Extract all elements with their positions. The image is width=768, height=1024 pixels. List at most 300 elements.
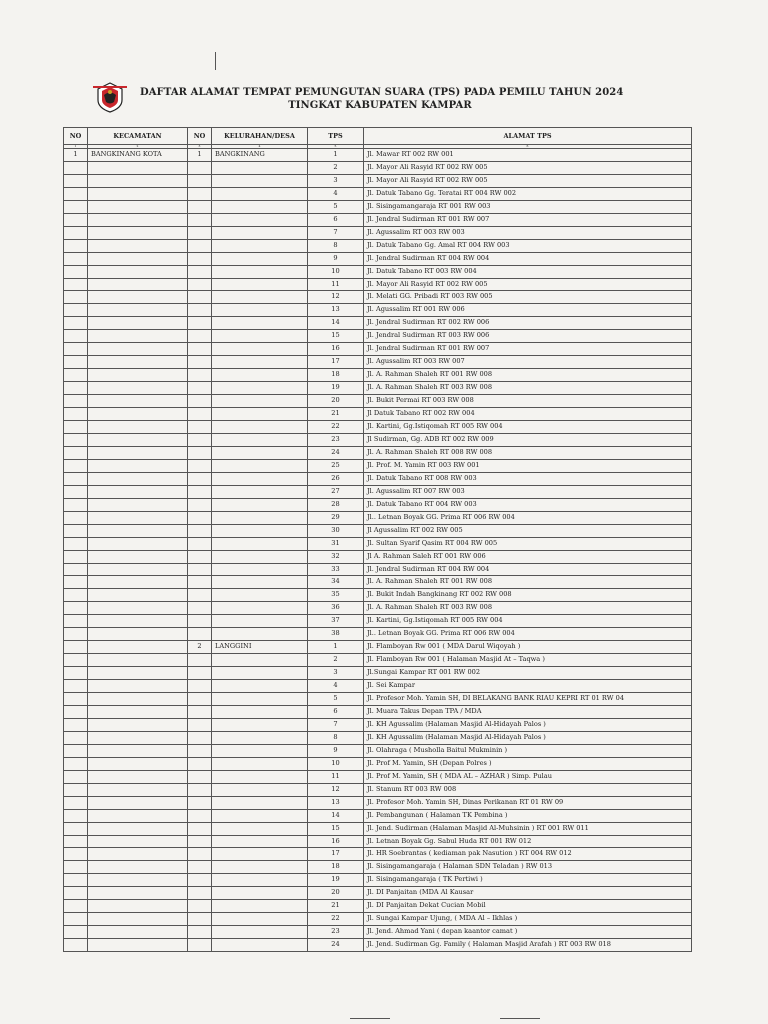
tps-no: 3 [308,667,364,680]
desa-no [188,239,212,252]
desa-name [212,524,308,537]
table-row [64,550,692,563]
table-row [64,744,692,757]
title-line-1: DAFTAR ALAMAT TEMPAT PEMUNGUTAN SUARA (TPS) PADA PEMILU TAHUN 2024 [140,87,624,98]
tps-alamat: Jl. Profesor Moh. Yamin SH, DI BELAKANG BANK RIAU KEPRI RT 01 RW 04 [364,693,692,706]
col-header-tps: TPS [308,128,364,145]
tps-no: 15 [308,822,364,835]
tps-no: 14 [308,317,364,330]
tps-alamat: Jl. Datuk Tabano RT 004 RW 003 [364,498,692,511]
desa-no [188,628,212,641]
tps-alamat: Jl. Bukit Indah Bangkinang RT 002 RW 008 [364,589,692,602]
desa-no [188,291,212,304]
desa-no [188,485,212,498]
desa-name [212,900,308,913]
table-row [64,343,692,356]
desa-no [188,900,212,913]
desa-no [188,576,212,589]
kecamatan-name [88,822,188,835]
kecamatan-no [64,161,88,174]
tps-no: 24 [308,939,364,952]
kecamatan-no [64,563,88,576]
tps-alamat: Jl. Bukit Permai RT 003 RW 008 [364,395,692,408]
tps-no: 33 [308,563,364,576]
desa-name [212,822,308,835]
kecamatan-name [88,563,188,576]
tps-no: 14 [308,809,364,822]
table-row [64,395,692,408]
desa-no [188,174,212,187]
desa-no [188,278,212,291]
desa-no [188,809,212,822]
kecamatan-no [64,589,88,602]
table-row [64,628,692,641]
desa-name [212,187,308,200]
kecamatan-name [88,395,188,408]
table-row [64,524,692,537]
table-row [64,226,692,239]
kecamatan-no [64,485,88,498]
desa-name [212,265,308,278]
tps-alamat: Jl. Jendral Sudirman RT 001 RW 007 [364,343,692,356]
kecamatan-name [88,693,188,706]
tps-no: 6 [308,705,364,718]
kecamatan-name [88,705,188,718]
table-row [64,356,692,369]
desa-name [212,770,308,783]
kecamatan-no [64,913,88,926]
tps-no: 7 [308,226,364,239]
kecamatan-name [88,667,188,680]
table-row [64,421,692,434]
desa-name [212,615,308,628]
desa-no [188,848,212,861]
col-header-no-desa: NO [188,128,212,145]
desa-no [188,926,212,939]
desa-name [212,667,308,680]
tps-alamat: Jl. Jendral Sudirman RT 003 RW 006 [364,330,692,343]
tps-no: 17 [308,356,364,369]
table-row [64,252,692,265]
tps-no: 5 [308,693,364,706]
tps-no: 2 [308,654,364,667]
desa-no: 2 [188,641,212,654]
desa-name [212,563,308,576]
tps-no: 30 [308,524,364,537]
table-row [64,291,692,304]
desa-name [212,252,308,265]
desa-name [212,654,308,667]
kecamatan-no [64,291,88,304]
table-row [64,783,692,796]
desa-name [212,731,308,744]
kecamatan-no [64,187,88,200]
tps-no: 19 [308,382,364,395]
tps-no: 22 [308,913,364,926]
kecamatan-no [64,524,88,537]
kecamatan-no [64,330,88,343]
tps-no: 7 [308,718,364,731]
kecamatan-name [88,278,188,291]
kecamatan-name [88,654,188,667]
tps-no: 24 [308,446,364,459]
kecamatan-name [88,343,188,356]
kecamatan-no [64,744,88,757]
table-row [64,330,692,343]
header-row [64,128,692,145]
kpu-logo-icon [91,80,129,114]
kecamatan-name [88,537,188,550]
desa-no [188,421,212,434]
desa-name [212,343,308,356]
kecamatan-no [64,861,88,874]
desa-name [212,809,308,822]
tps-alamat: Jl. Mawar RT 002 RW 001 [364,149,692,162]
table-row [64,498,692,511]
desa-name [212,874,308,887]
kecamatan-no [64,421,88,434]
desa-name [212,861,308,874]
kecamatan-name [88,498,188,511]
desa-name [212,291,308,304]
desa-no [188,408,212,421]
table-row [64,511,692,524]
kecamatan-no [64,317,88,330]
table-row [64,213,692,226]
kecamatan-no [64,369,88,382]
kecamatan-no [64,654,88,667]
tps-alamat: Jl. A. Rahman Shaleh RT 001 RW 008 [364,576,692,589]
kecamatan-no [64,408,88,421]
kecamatan-no [64,459,88,472]
desa-name [212,421,308,434]
tps-no: 13 [308,796,364,809]
kecamatan-name [88,731,188,744]
kecamatan-name [88,602,188,615]
desa-name [212,939,308,952]
tps-alamat: Jl. Sisingamangaraja ( TK Pertiwi ) [364,874,692,887]
col-index: 1 [64,145,88,149]
desa-name [212,213,308,226]
kecamatan-no [64,446,88,459]
kecamatan-no [64,615,88,628]
table-row [64,861,692,874]
kecamatan-no [64,770,88,783]
tps-alamat: Jl. Letnan Boyak Gg. Sabul Huda RT 001 RW 012 [364,835,692,848]
table-row [64,693,692,706]
kecamatan-name [88,874,188,887]
tps-alamat: Jl. Datuk Tabano RT 008 RW 003 [364,472,692,485]
table-row [64,680,692,693]
tps-alamat: Jl. Jendral Sudirman RT 004 RW 004 [364,252,692,265]
kecamatan-no [64,382,88,395]
table-row [64,654,692,667]
desa-name [212,511,308,524]
kecamatan-no [64,693,88,706]
tps-alamat: Jl. Agussalim RT 003 RW 007 [364,356,692,369]
tps-no: 20 [308,395,364,408]
kecamatan-name [88,744,188,757]
tps-alamat: Jl. Sisingamangaraja ( Halaman SDN Teladan ) RW 013 [364,861,692,874]
table-row [64,667,692,680]
tps-table [63,127,692,952]
kecamatan-no [64,213,88,226]
desa-name: LANGGINI [212,641,308,654]
kecamatan-no [64,174,88,187]
desa-name [212,174,308,187]
desa-name [212,304,308,317]
tps-alamat: Jl. Mayor Ali Rasyid RT 002 RW 005 [364,278,692,291]
table-row [64,718,692,731]
desa-no [188,705,212,718]
table-row [64,446,692,459]
tps-no: 23 [308,433,364,446]
col-index: 5 [308,145,364,149]
kecamatan-name [88,770,188,783]
kecamatan-name [88,382,188,395]
desa-no [188,757,212,770]
kecamatan-no [64,537,88,550]
desa-no [188,382,212,395]
desa-name [212,848,308,861]
tps-alamat: Jl. Jend. Sudirman Gg. Family ( Halaman Masjid Arafah ) RT 003 RW 018 [364,939,692,952]
tps-no: 17 [308,848,364,861]
desa-no [188,187,212,200]
tps-alamat: Jl. Prof. M. Yamin RT 003 RW 001 [364,459,692,472]
kecamatan-name [88,718,188,731]
tps-alamat: Jl. KH Agussalim (Halaman Masjid Al-Hidayah Palos ) [364,731,692,744]
tps-no: 10 [308,265,364,278]
desa-no [188,693,212,706]
kecamatan-no [64,887,88,900]
desa-name [212,200,308,213]
desa-name [212,576,308,589]
kecamatan-name [88,485,188,498]
table-row [64,848,692,861]
kecamatan-name [88,356,188,369]
desa-no [188,861,212,874]
tps-no: 8 [308,239,364,252]
tps-alamat: Jl. Sisingamangaraja RT 001 RW 003 [364,200,692,213]
kecamatan-no [64,809,88,822]
kecamatan-name [88,187,188,200]
table-row [64,304,692,317]
kecamatan-no [64,822,88,835]
desa-name [212,680,308,693]
tps-alamat: Jl.. Letnan Boyak GG. Prima RT 006 RW 004 [364,628,692,641]
desa-no [188,563,212,576]
desa-name [212,913,308,926]
kecamatan-name [88,913,188,926]
tps-alamat: Jl.. Letnan Boyak GG. Prima RT 006 RW 004 [364,511,692,524]
desa-name [212,744,308,757]
tps-alamat: Jl. Kartini, Gg.Istiqomah RT 005 RW 004 [364,615,692,628]
desa-name [212,433,308,446]
kecamatan-no [64,602,88,615]
desa-no [188,718,212,731]
table-row [64,200,692,213]
tps-no: 25 [308,459,364,472]
tps-alamat: Jl. Jendral Sudirman RT 002 RW 006 [364,317,692,330]
tps-no: 37 [308,615,364,628]
tps-alamat: Jl. Agussalim RT 001 RW 006 [364,304,692,317]
tps-no: 11 [308,770,364,783]
tps-no: 1 [308,641,364,654]
desa-name [212,446,308,459]
table-row [64,641,692,654]
tps-alamat: Jl. Datuk Tabano Gg. Teratai RT 004 RW 002 [364,187,692,200]
kecamatan-name [88,680,188,693]
desa-no [188,252,212,265]
desa-name [212,783,308,796]
kecamatan-no [64,848,88,861]
tps-no: 21 [308,408,364,421]
kecamatan-no [64,680,88,693]
kecamatan-name [88,161,188,174]
tps-alamat: Jl. Sungai Kampar Ujung, ( MDA Al – Ikhlas ) [364,913,692,926]
tps-no: 9 [308,744,364,757]
kecamatan-no [64,472,88,485]
desa-no [188,304,212,317]
col-index: 2 [88,145,188,149]
desa-no [188,498,212,511]
desa-name [212,485,308,498]
desa-name [212,887,308,900]
desa-name [212,628,308,641]
desa-no [188,796,212,809]
col-index: 6 [364,145,692,149]
desa-no [188,835,212,848]
tps-alamat: Jl. A. Rahman Shaleh RT 003 RW 008 [364,382,692,395]
tps-no: 32 [308,550,364,563]
tps-no: 38 [308,628,364,641]
desa-name [212,226,308,239]
kecamatan-name [88,576,188,589]
table-row [64,705,692,718]
kecamatan-no [64,796,88,809]
table-row [64,913,692,926]
tps-alamat: Jl. Mayor Ali Rasyid RT 002 RW 005 [364,161,692,174]
kecamatan-no [64,200,88,213]
table-row [64,459,692,472]
kecamatan-name [88,408,188,421]
kecamatan-no [64,511,88,524]
scan-mark [350,1018,390,1019]
tps-no: 19 [308,874,364,887]
tps-no: 34 [308,576,364,589]
kecamatan-name [88,174,188,187]
tps-alamat: Jl. Flamboyan Rw 001 ( MDA Darul Wiqoyah ) [364,641,692,654]
col-header-kelurahan: KELURAHAN/DESA [212,128,308,145]
kecamatan-name [88,757,188,770]
kecamatan-no [64,278,88,291]
tps-alamat: Jl. Mayor Ali Rasyid RT 002 RW 005 [364,174,692,187]
tps-alamat: Jl. Datuk Tabano RT 003 RW 004 [364,265,692,278]
desa-no [188,459,212,472]
kecamatan-name [88,628,188,641]
tps-alamat: Jl Agussalim RT 002 RW 005 [364,524,692,537]
tps-no: 26 [308,472,364,485]
desa-name [212,382,308,395]
tps-no: 1 [308,149,364,162]
kecamatan-no [64,356,88,369]
kecamatan-no [64,239,88,252]
desa-name [212,395,308,408]
kecamatan-no [64,783,88,796]
tps-no: 22 [308,421,364,434]
desa-no [188,356,212,369]
tps-alamat: Jl. Jend. Sudirman (Halaman Masjid Al-Muhsinin ) RT 001 RW 011 [364,822,692,835]
tps-alamat: Jl. Stanum RT 003 RW 008 [364,783,692,796]
desa-name [212,705,308,718]
kecamatan-no [64,304,88,317]
kecamatan-no [64,939,88,952]
kecamatan-name [88,641,188,654]
desa-name [212,693,308,706]
table-row [64,187,692,200]
desa-no [188,680,212,693]
tps-alamat: Jl. Profesor Moh. Yamin SH, Dinas Perikanan RT 01 RW 09 [364,796,692,809]
table-row [64,485,692,498]
table-row [64,731,692,744]
kecamatan-no [64,550,88,563]
table-row [64,408,692,421]
kecamatan-name [88,861,188,874]
tps-no: 10 [308,757,364,770]
tps-no: 18 [308,861,364,874]
col-index: 4 [212,145,308,149]
desa-no [188,511,212,524]
desa-name [212,835,308,848]
desa-no [188,654,212,667]
table-row [64,939,692,952]
kecamatan-name [88,421,188,434]
desa-name [212,330,308,343]
desa-no [188,161,212,174]
table-row [64,472,692,485]
table-row [64,239,692,252]
tps-alamat: Jl A. Rahman Saleh RT 001 RW 006 [364,550,692,563]
table-row [64,589,692,602]
kecamatan-name [88,783,188,796]
table-row [64,563,692,576]
document-title [140,86,624,112]
desa-name [212,589,308,602]
tps-no: 3 [308,174,364,187]
desa-name [212,161,308,174]
kecamatan-no [64,900,88,913]
col-header-no: NO [64,128,88,145]
desa-no [188,537,212,550]
table-row [64,602,692,615]
table-row [64,874,692,887]
desa-no [188,822,212,835]
kecamatan-name [88,265,188,278]
desa-no [188,667,212,680]
kecamatan-name [88,615,188,628]
table-row [64,149,692,162]
tps-alamat: Jl Datuk Tabano RT 002 RW 004 [364,408,692,421]
kecamatan-name [88,939,188,952]
desa-no [188,550,212,563]
desa-no [188,770,212,783]
desa-no [188,731,212,744]
kecamatan-no [64,757,88,770]
desa-name [212,408,308,421]
table-row [64,433,692,446]
kecamatan-no [64,835,88,848]
table-row [64,615,692,628]
